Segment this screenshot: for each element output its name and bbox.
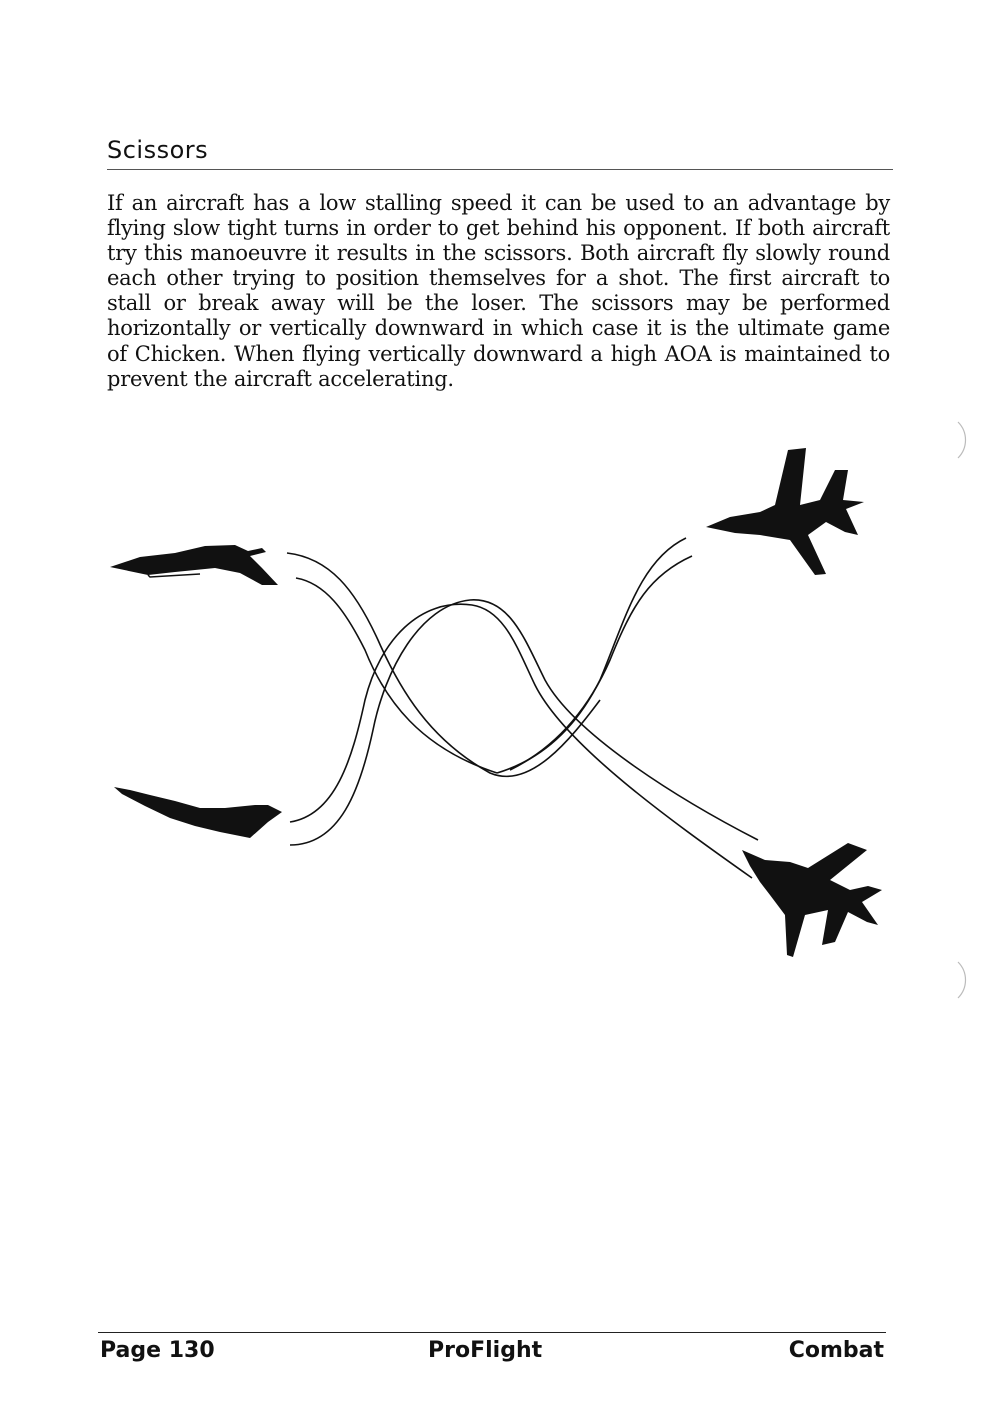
- footer-rule: [98, 1332, 886, 1333]
- binding-hole-mark: [956, 420, 970, 460]
- body-paragraph: If an aircraft has a low stalling speed it can be used to an advantage by flying slow tight turns in order to get behind his opponent. If both aircraft try this manoeuvre it results in the scissors. Both aircraft fly slowly round each other trying to position themselves for a shot. The first aircraft to stall or break away will be the loser. The scissors may be performed horizontally or vertically downward in which case it is the ultimate game of Chicken. When flying vertically downward a high AOA is maintained to prevent the aircraft accelerating.: [107, 191, 890, 391]
- footer-section: Combat: [788, 1338, 884, 1363]
- jet-silhouette-icon: [706, 448, 864, 575]
- title-rule: [107, 169, 893, 170]
- jet-silhouette-icon: [742, 843, 882, 957]
- page-number: Page 130: [100, 1338, 215, 1363]
- section-title: Scissors: [107, 136, 209, 164]
- contrail-c-outer: [497, 538, 686, 773]
- contrail-group: [287, 538, 758, 878]
- binding-hole-mark: [956, 960, 970, 1000]
- jet-silhouette-icon: [110, 545, 278, 585]
- footer-title: ProFlight: [428, 1338, 543, 1363]
- contrail-b-inner: [290, 604, 752, 878]
- scissors-illustration: [0, 430, 1000, 990]
- jet-silhouette-icon: [114, 787, 282, 838]
- contrail-a-inner: [296, 578, 497, 773]
